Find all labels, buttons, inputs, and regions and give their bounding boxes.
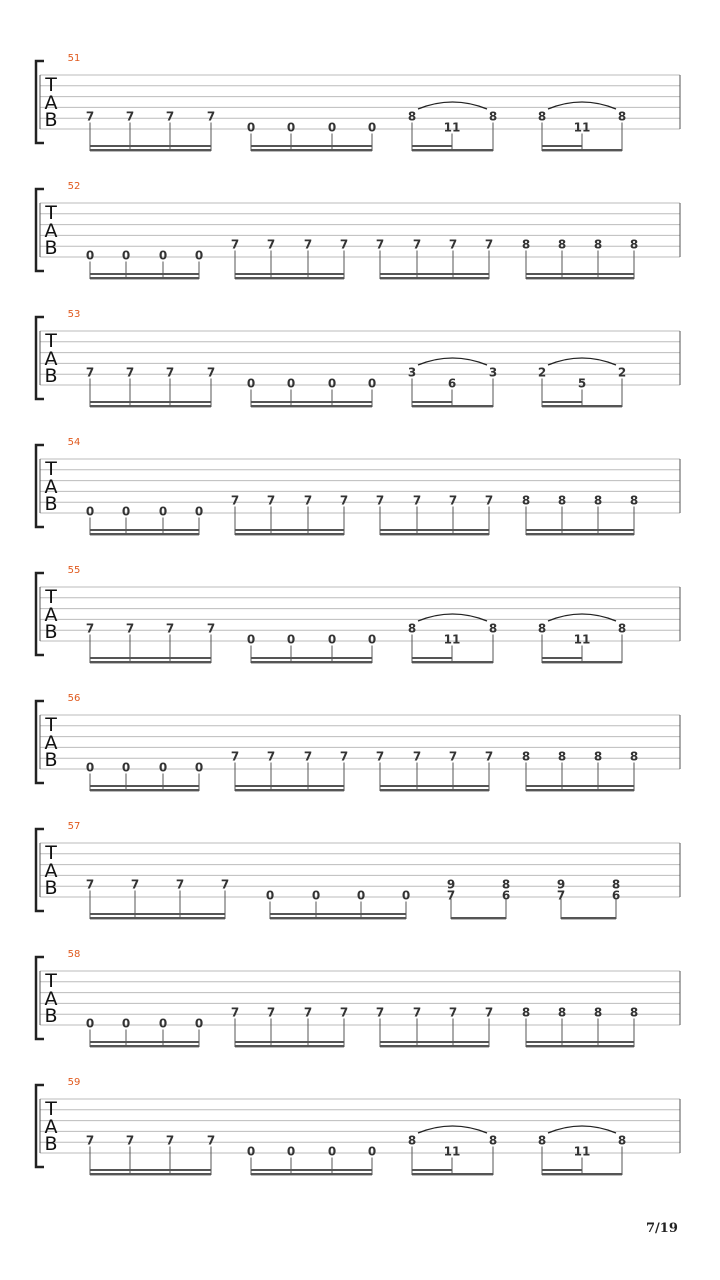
- beam-primary: [542, 149, 622, 151]
- tab-clef-letter: B: [44, 1133, 58, 1155]
- fret-number: 11: [443, 1144, 461, 1159]
- fret-number: 7: [206, 109, 216, 124]
- beam-secondary: [380, 529, 489, 531]
- fret-number: 7: [165, 621, 175, 636]
- fret-number: 0: [158, 760, 168, 775]
- beam-primary: [542, 405, 622, 407]
- fret-number-upper: 8: [501, 877, 511, 892]
- fret-number: 0: [311, 888, 321, 903]
- beam-primary: [542, 661, 622, 663]
- beam-secondary: [90, 401, 211, 403]
- beam-primary: [235, 533, 344, 535]
- fret-number: 7: [375, 1005, 385, 1020]
- tab-clef-letter: A: [44, 988, 58, 1010]
- note-group: [376, 750, 493, 792]
- fret-number: 8: [593, 1005, 603, 1020]
- slur-arc: [418, 614, 487, 621]
- fret-number: 0: [356, 888, 366, 903]
- beam-primary: [90, 405, 211, 407]
- tab-clef-letter: A: [44, 220, 58, 242]
- note-group: [247, 1145, 376, 1176]
- note-group: [266, 889, 410, 920]
- fret-number: 7: [230, 749, 240, 764]
- fret-number: 8: [593, 493, 603, 508]
- fret-number: 0: [286, 632, 296, 647]
- fret-number: 8: [629, 749, 639, 764]
- fret-number: 0: [401, 888, 411, 903]
- fret-number: 8: [629, 237, 639, 252]
- fret-number: 7: [85, 877, 95, 892]
- tab-system: [36, 693, 680, 791]
- note-group: [538, 1126, 626, 1175]
- fret-number: 7: [230, 493, 240, 508]
- beam-secondary: [235, 785, 344, 787]
- measure-number: 57: [67, 821, 81, 832]
- tab-clef-letter: T: [45, 842, 57, 864]
- beam-primary: [380, 789, 489, 791]
- fret-number: 0: [121, 760, 131, 775]
- fret-number: 0: [327, 1144, 337, 1159]
- fret-number: 8: [593, 237, 603, 252]
- beam-secondary: [380, 1041, 489, 1043]
- fret-number: 7: [85, 1133, 95, 1148]
- tab-clef-letter: B: [44, 109, 58, 131]
- beam-primary: [526, 277, 634, 279]
- fret-number: 7: [339, 749, 349, 764]
- beam-primary: [90, 917, 225, 919]
- fret-number: 0: [327, 120, 337, 135]
- fret-number: 0: [286, 1144, 296, 1159]
- beam-secondary: [526, 785, 634, 787]
- note-group: [231, 494, 348, 536]
- fret-number: 11: [573, 1144, 591, 1159]
- beam-primary: [270, 917, 406, 919]
- fret-number: 11: [573, 120, 591, 135]
- note-group: [86, 249, 203, 280]
- fret-number: 0: [265, 888, 275, 903]
- fret-number: 8: [488, 1133, 498, 1148]
- beam-primary: [561, 917, 616, 919]
- note-group: [408, 102, 497, 151]
- beam-primary: [235, 1045, 344, 1047]
- tab-clef-letter: B: [44, 877, 58, 899]
- beam-secondary: [251, 145, 372, 147]
- fret-number: 5: [577, 376, 587, 391]
- beam-primary: [90, 789, 199, 791]
- fret-number: 2: [617, 365, 627, 380]
- note-group: [538, 614, 626, 663]
- fret-number: 8: [407, 1133, 417, 1148]
- fret-number: 0: [286, 120, 296, 135]
- fret-number: 0: [158, 1016, 168, 1031]
- fret-number: 7: [339, 1005, 349, 1020]
- fret-number: 7: [130, 877, 140, 892]
- fret-number: 0: [85, 1016, 95, 1031]
- fret-number: 0: [327, 632, 337, 647]
- note-group: [408, 1126, 497, 1175]
- fret-number: 0: [327, 376, 337, 391]
- beam-secondary: [542, 657, 582, 659]
- measure-number: 58: [67, 949, 81, 960]
- fret-number: 0: [121, 1016, 131, 1031]
- fret-number: 6: [501, 888, 511, 903]
- beam-secondary: [542, 1169, 582, 1171]
- measure-number: 55: [67, 565, 81, 576]
- tab-system: [36, 53, 680, 151]
- beam-secondary: [542, 401, 582, 403]
- fret-number: 2: [537, 365, 547, 380]
- fret-number: 7: [412, 1005, 422, 1020]
- fret-number: 8: [617, 621, 627, 636]
- fret-number: 8: [521, 749, 531, 764]
- fret-number: 7: [85, 365, 95, 380]
- beam-secondary: [380, 273, 489, 275]
- beam-primary: [251, 1173, 372, 1175]
- fret-number: 8: [557, 1005, 567, 1020]
- fret-number: 8: [557, 237, 567, 252]
- fret-number: 7: [448, 749, 458, 764]
- note-group: [538, 358, 626, 407]
- beam-primary: [90, 277, 199, 279]
- fret-number: 7: [125, 109, 135, 124]
- note-group: [522, 750, 638, 792]
- tab-system: [36, 949, 680, 1047]
- fret-number: 7: [484, 493, 494, 508]
- note-group: [376, 494, 493, 536]
- fret-number: 0: [85, 504, 95, 519]
- tab-clef-letter: B: [44, 237, 58, 259]
- tab-clef-letter: A: [44, 92, 58, 114]
- slur-arc: [548, 102, 616, 109]
- note-group: [247, 633, 376, 664]
- tab-clef-letter: T: [45, 586, 57, 608]
- fret-number: 7: [375, 237, 385, 252]
- fret-number: 7: [206, 1133, 216, 1148]
- beam-primary: [526, 789, 634, 791]
- beam-secondary: [90, 785, 199, 787]
- fret-number: 7: [266, 749, 276, 764]
- fret-number: 8: [537, 109, 547, 124]
- fret-number: 7: [303, 493, 313, 508]
- tab-clef-letter: T: [45, 714, 57, 736]
- beam-primary: [412, 1173, 493, 1175]
- beam-secondary: [235, 529, 344, 531]
- tab-clef-letter: B: [44, 365, 58, 387]
- page-number: 7/19: [646, 1221, 678, 1236]
- fret-number: 0: [194, 504, 204, 519]
- beam-secondary: [235, 1041, 344, 1043]
- beam-primary: [412, 149, 493, 151]
- beam-primary: [526, 1045, 634, 1047]
- beam-secondary: [412, 145, 452, 147]
- fret-number: 8: [557, 493, 567, 508]
- beam-secondary: [235, 273, 344, 275]
- measure-number: 59: [67, 1077, 81, 1088]
- tab-clef-letter: T: [45, 74, 57, 96]
- beam-primary: [235, 277, 344, 279]
- beam-primary: [380, 277, 489, 279]
- note-group: [522, 238, 638, 280]
- beam-secondary: [90, 1041, 199, 1043]
- fret-number: 7: [484, 237, 494, 252]
- beam-primary: [90, 149, 211, 151]
- fret-number: 0: [367, 1144, 377, 1159]
- measure-number: 51: [67, 53, 81, 64]
- fret-number: 8: [593, 749, 603, 764]
- note-group: [538, 102, 626, 151]
- slur-arc: [548, 614, 616, 621]
- fret-number: 7: [556, 888, 566, 903]
- beam-secondary: [380, 785, 489, 787]
- slur-arc: [548, 358, 616, 365]
- beam-secondary: [90, 529, 199, 531]
- note-group: [522, 1006, 638, 1048]
- slur-arc: [548, 1126, 616, 1133]
- note-group: [231, 1006, 348, 1048]
- fret-number: 7: [484, 749, 494, 764]
- fret-number: 7: [165, 1133, 175, 1148]
- tab-system: [36, 565, 680, 663]
- beam-primary: [90, 661, 211, 663]
- beam-secondary: [90, 913, 225, 915]
- fret-number: 0: [158, 504, 168, 519]
- beam-primary: [380, 533, 489, 535]
- tab-system: [36, 437, 680, 535]
- fret-number: 7: [375, 493, 385, 508]
- measure-number: 56: [67, 693, 81, 704]
- tab-clef-letter: T: [45, 1098, 57, 1120]
- fret-number: 7: [175, 877, 185, 892]
- fret-number: 7: [85, 109, 95, 124]
- fret-number: 7: [448, 493, 458, 508]
- fret-number-upper: 9: [446, 877, 456, 892]
- fret-number: 7: [412, 493, 422, 508]
- beam-primary: [380, 1045, 489, 1047]
- fret-number: 8: [488, 109, 498, 124]
- tab-clef-letter: A: [44, 860, 58, 882]
- beam-secondary: [90, 1169, 211, 1171]
- beam-primary: [251, 405, 372, 407]
- tab-clef-letter: T: [45, 970, 57, 992]
- fret-number: 7: [125, 1133, 135, 1148]
- fret-number: 7: [230, 237, 240, 252]
- note-group: [447, 878, 510, 920]
- beam-secondary: [90, 145, 211, 147]
- note-group: [247, 377, 376, 408]
- fret-number: 0: [246, 120, 256, 135]
- fret-number: 8: [617, 1133, 627, 1148]
- beam-secondary: [412, 657, 452, 659]
- beam-secondary: [526, 529, 634, 531]
- tab-system: [36, 309, 680, 407]
- fret-number: 3: [488, 365, 498, 380]
- tab-clef-letter: A: [44, 348, 58, 370]
- measure-number: 53: [67, 309, 81, 320]
- fret-number: 8: [629, 493, 639, 508]
- measure-number: 54: [67, 437, 81, 448]
- fret-number: 8: [537, 621, 547, 636]
- tab-clef-letter: B: [44, 621, 58, 643]
- fret-number: 0: [246, 376, 256, 391]
- fret-number: 7: [266, 1005, 276, 1020]
- slur-arc: [418, 358, 487, 365]
- note-group: [376, 1006, 493, 1048]
- fret-number: 6: [611, 888, 621, 903]
- fret-number: 7: [266, 493, 276, 508]
- fret-number: 8: [488, 621, 498, 636]
- beam-secondary: [412, 1169, 452, 1171]
- beam-secondary: [526, 1041, 634, 1043]
- beam-primary: [412, 661, 493, 663]
- fret-number: 0: [367, 632, 377, 647]
- note-group: [247, 121, 376, 152]
- fret-number: 7: [412, 749, 422, 764]
- fret-number: 8: [407, 109, 417, 124]
- fret-number: 7: [303, 1005, 313, 1020]
- beam-primary: [90, 533, 199, 535]
- fret-number: 8: [521, 493, 531, 508]
- note-group: [557, 878, 620, 920]
- fret-number: 11: [443, 120, 461, 135]
- note-group: [376, 238, 493, 280]
- fret-number: 7: [484, 1005, 494, 1020]
- fret-number: 7: [339, 493, 349, 508]
- beam-primary: [251, 661, 372, 663]
- fret-number: 0: [286, 376, 296, 391]
- beam-secondary: [251, 657, 372, 659]
- slur-arc: [418, 102, 487, 109]
- fret-number: 0: [194, 1016, 204, 1031]
- fret-number: 3: [407, 365, 417, 380]
- fret-number: 0: [121, 248, 131, 263]
- beam-secondary: [412, 401, 452, 403]
- note-group: [231, 750, 348, 792]
- tab-clef-letter: A: [44, 1116, 58, 1138]
- fret-number: 7: [230, 1005, 240, 1020]
- note-group: [86, 761, 203, 792]
- fret-number-upper: 8: [611, 877, 621, 892]
- tab-clef-letter: T: [45, 458, 57, 480]
- fret-number: 8: [629, 1005, 639, 1020]
- measure-number: 52: [67, 181, 81, 192]
- beam-primary: [542, 1173, 622, 1175]
- fret-number: 0: [85, 760, 95, 775]
- tab-clef-letter: A: [44, 604, 58, 626]
- beam-secondary: [251, 401, 372, 403]
- beam-secondary: [542, 145, 582, 147]
- fret-number: 0: [194, 760, 204, 775]
- fret-number: 7: [266, 237, 276, 252]
- fret-number: 0: [246, 632, 256, 647]
- beam-secondary: [251, 1169, 372, 1171]
- beam-primary: [251, 149, 372, 151]
- fret-number: 0: [194, 248, 204, 263]
- slur-arc: [418, 1126, 487, 1133]
- note-group: [408, 358, 497, 407]
- fret-number: 8: [537, 1133, 547, 1148]
- tab-clef-letter: A: [44, 732, 58, 754]
- fret-number: 7: [85, 621, 95, 636]
- beam-secondary: [270, 913, 406, 915]
- note-group: [86, 1134, 215, 1176]
- fret-number: 0: [367, 120, 377, 135]
- fret-number: 8: [521, 237, 531, 252]
- fret-number: 7: [412, 237, 422, 252]
- fret-number: 11: [573, 632, 591, 647]
- fret-number: 7: [165, 109, 175, 124]
- fret-number: 7: [206, 365, 216, 380]
- tab-clef-letter: T: [45, 330, 57, 352]
- tab-system: [36, 821, 680, 919]
- fret-number: 7: [125, 365, 135, 380]
- fret-number: 0: [85, 248, 95, 263]
- tab-clef-letter: B: [44, 493, 58, 515]
- fret-number: 11: [443, 632, 461, 647]
- fret-number: 0: [246, 1144, 256, 1159]
- note-group: [86, 110, 215, 152]
- beam-primary: [412, 405, 493, 407]
- beam-primary: [90, 1045, 199, 1047]
- tab-system: [36, 1077, 680, 1175]
- beam-secondary: [526, 273, 634, 275]
- tab-system: [36, 181, 680, 279]
- note-group: [86, 622, 215, 664]
- note-group: [86, 1017, 203, 1048]
- fret-number: 8: [521, 1005, 531, 1020]
- tab-clef-letter: B: [44, 749, 58, 771]
- tab-clef-letter: T: [45, 202, 57, 224]
- fret-number: 7: [220, 877, 230, 892]
- fret-number: 7: [446, 888, 456, 903]
- note-group: [522, 494, 638, 536]
- note-group: [86, 505, 203, 536]
- fret-number: 8: [557, 749, 567, 764]
- fret-number: 0: [158, 248, 168, 263]
- fret-number: 7: [339, 237, 349, 252]
- beam-primary: [451, 917, 506, 919]
- fret-number: 0: [121, 504, 131, 519]
- fret-number: 7: [125, 621, 135, 636]
- tab-clef-letter: A: [44, 476, 58, 498]
- fret-number: 0: [367, 376, 377, 391]
- beam-primary: [90, 1173, 211, 1175]
- tab-clef-letter: B: [44, 1005, 58, 1027]
- beam-primary: [235, 789, 344, 791]
- fret-number-upper: 9: [556, 877, 566, 892]
- fret-number: 8: [617, 109, 627, 124]
- beam-primary: [526, 533, 634, 535]
- fret-number: 7: [303, 749, 313, 764]
- beam-secondary: [90, 273, 199, 275]
- beam-secondary: [90, 657, 211, 659]
- fret-number: 6: [447, 376, 457, 391]
- fret-number: 7: [303, 237, 313, 252]
- note-group: [86, 878, 229, 920]
- fret-number: 8: [407, 621, 417, 636]
- fret-number: 7: [165, 365, 175, 380]
- fret-number: 7: [448, 237, 458, 252]
- fret-number: 7: [375, 749, 385, 764]
- note-group: [408, 614, 497, 663]
- fret-number: 7: [206, 621, 216, 636]
- note-group: [86, 366, 215, 408]
- fret-number: 7: [448, 1005, 458, 1020]
- note-group: [231, 238, 348, 280]
